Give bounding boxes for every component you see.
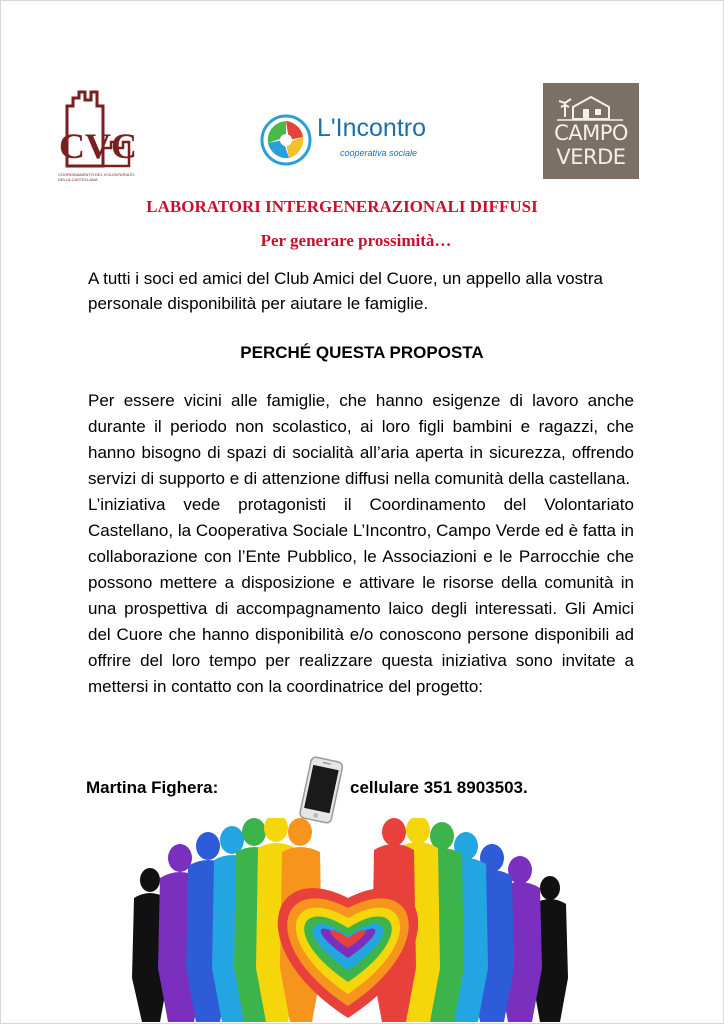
campo-verde-logo	[543, 83, 639, 179]
document-subtitle: Per generare prossimità…	[260, 231, 452, 250]
section-title: PERCHÉ QUESTA PROPOSTA	[240, 343, 484, 362]
verde-word: VERDE	[556, 145, 626, 169]
cvc-tower-icon	[55, 88, 137, 178]
cvc-logo	[55, 88, 137, 184]
incontro-subtitle: cooperativa sociale	[340, 148, 418, 158]
smartphone-icon	[295, 755, 347, 827]
intro-paragraph: A tutti i soci ed amici del Club Amici del Cuore, un appello alla vostra personale disponibilità per aiutare le famiglie.	[88, 269, 603, 313]
campo-word: CAMPO	[554, 121, 628, 145]
incontro-name: L'Incontro	[317, 114, 427, 142]
cvc-caption: COORDINAMENTO DEL VOLONTARIATO DELLA CASTELLANA	[58, 172, 135, 182]
incontro-logo	[257, 112, 442, 170]
cvc-letters: CVC	[59, 126, 137, 166]
paragraph-1: Per essere vicini alle famiglie, che hanno esigenze di lavoro anche durante il periodo non scolastico, ai loro figli bambini e ragazzi, che hanno bisogno di spazi di socialità all’aria aperta in sicurezza, offrendo servizi di supporto e di attenzione diffusi nella comunità della castellana.	[88, 391, 634, 488]
document-title: LABORATORI INTERGENERAZIONALI DIFFUSI	[146, 197, 538, 216]
rainbow-people-heart-illustration	[120, 818, 580, 1022]
incontro-swirl-icon	[259, 113, 313, 167]
contact-name: Martina Fighera:	[86, 778, 219, 797]
contact-phone: cellulare 351 8903503.	[350, 778, 528, 797]
paragraph-2: L’iniziativa vede protagonisti il Coordinamento del Volontariato Castellano, la Cooperativa Sociale L’Incontro, Campo Verde ed è fatta in collaborazione con l’Ente Pubblico, le Associazioni e le Parrocchie che possono mettere a disposizione e attivare le risorse della comunità in una prospettiva di accompagnamento laico degli interessati. Gli Amici del Cuore che hanno disponibilità e/o conoscono persone disponibili ad offrire del loro tempo per realizzare questa iniziativa sono invitate a mettersi in contatto con la coordinatrice del progetto:	[88, 495, 634, 696]
body-text	[88, 388, 634, 700]
